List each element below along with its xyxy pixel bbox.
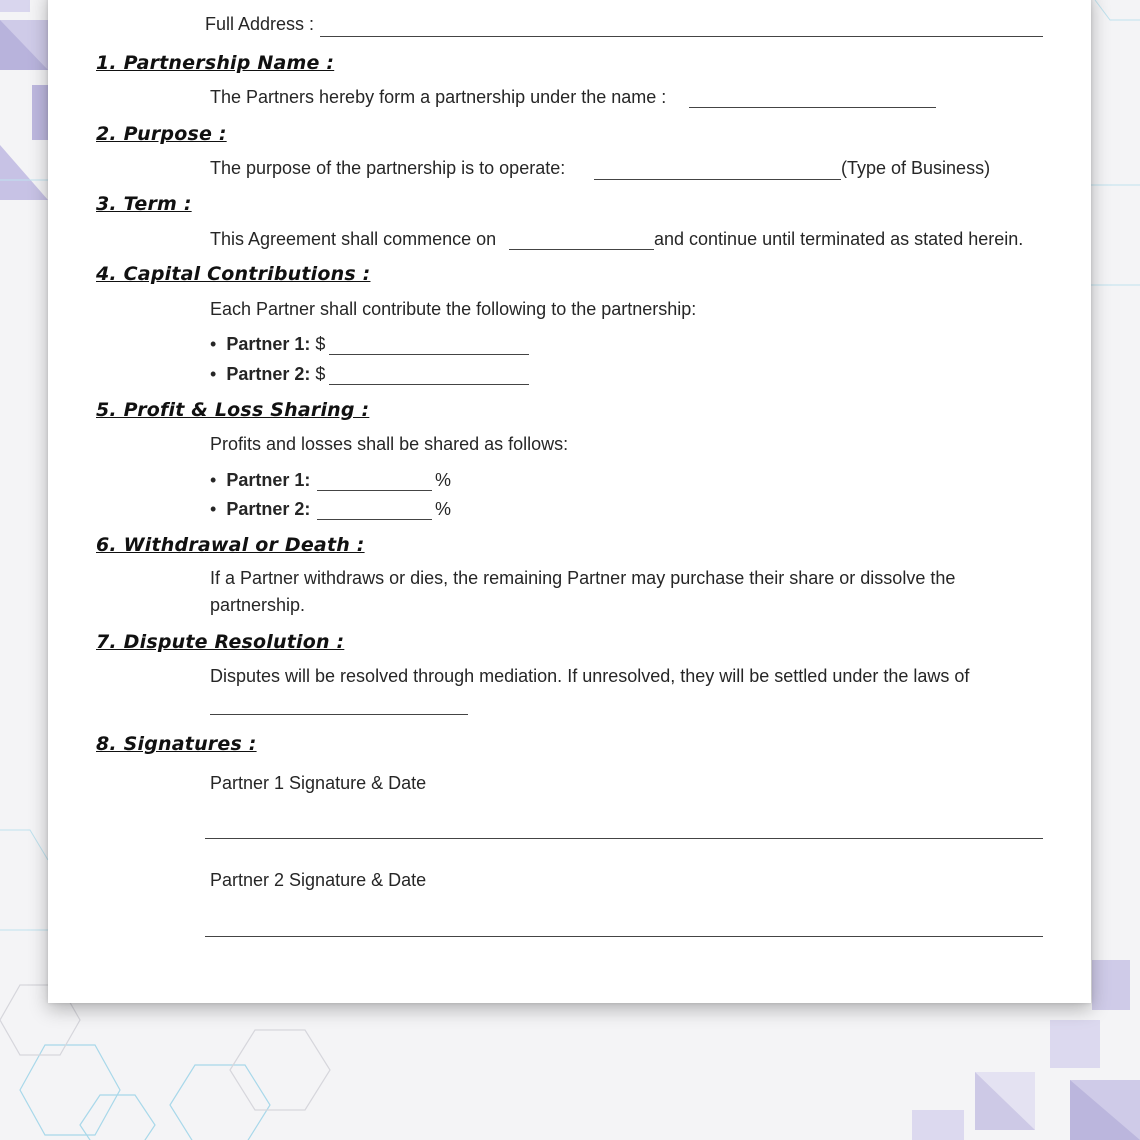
list-item: • Partner 2: $ bbox=[210, 364, 326, 384]
partner2-signature-line[interactable] bbox=[205, 936, 1043, 937]
address-input-line[interactable] bbox=[320, 36, 1043, 37]
section-text: The Partners hereby form a partnership under the name : bbox=[210, 87, 667, 107]
section-heading-partnership-name: 1. Partnership Name : bbox=[96, 52, 335, 74]
section-heading-signatures: 8. Signatures : bbox=[96, 733, 257, 755]
list-item: • Partner 2: bbox=[210, 499, 311, 519]
list-item: • Partner 1: bbox=[210, 470, 311, 490]
partner2-contribution-line[interactable] bbox=[329, 384, 529, 385]
section-heading-purpose: 2. Purpose : bbox=[96, 123, 227, 145]
section-heading-term: 3. Term : bbox=[96, 193, 192, 215]
percent-unit: % bbox=[435, 470, 452, 490]
partner-label: Partner 2: bbox=[226, 364, 311, 384]
section-heading-capital-contributions: 4. Capital Contributions : bbox=[96, 263, 371, 285]
signature-label: Partner 2 Signature & Date bbox=[210, 870, 427, 890]
partner2-share-line[interactable] bbox=[317, 519, 432, 520]
section-heading-dispute-resolution: 7. Dispute Resolution : bbox=[96, 631, 345, 653]
jurisdiction-line[interactable] bbox=[210, 714, 468, 715]
list-item: • Partner 1: $ bbox=[210, 334, 326, 354]
section-text: Each Partner shall contribute the following to the partnership: bbox=[210, 299, 697, 319]
partnership-name-line[interactable] bbox=[689, 107, 936, 108]
section-text: The purpose of the partnership is to operate: bbox=[210, 158, 566, 178]
agreement-page bbox=[48, 0, 1091, 1003]
address-label: Full Address : bbox=[205, 14, 315, 34]
partner-label: Partner 1: bbox=[226, 470, 311, 490]
partner1-signature-line[interactable] bbox=[205, 838, 1043, 839]
section-text: If a Partner withdraws or dies, the remaining Partner may purchase their share or dissolve the partnership. bbox=[210, 568, 956, 615]
section-text: Disputes will be resolved through mediation. If unresolved, they will be settled under the laws of bbox=[210, 666, 970, 686]
section-suffix: (Type of Business) bbox=[841, 158, 991, 178]
partner-label: Partner 2: bbox=[226, 499, 311, 519]
section-text: Profits and losses shall be shared as follows: bbox=[210, 434, 569, 454]
currency-unit: $ bbox=[315, 364, 326, 384]
currency-unit: $ bbox=[315, 334, 326, 354]
partner-label: Partner 1: bbox=[226, 334, 311, 354]
partner1-share-line[interactable] bbox=[317, 490, 432, 491]
section-heading-withdrawal: 6. Withdrawal or Death : bbox=[96, 534, 365, 556]
section-text: This Agreement shall commence on bbox=[210, 229, 497, 249]
percent-unit: % bbox=[435, 499, 452, 519]
partner1-contribution-line[interactable] bbox=[329, 354, 529, 355]
commence-date-line[interactable] bbox=[509, 249, 654, 250]
section-suffix: and continue until terminated as stated herein. bbox=[654, 229, 1024, 249]
business-type-line[interactable] bbox=[594, 179, 841, 180]
section-heading-profit-loss: 5. Profit & Loss Sharing : bbox=[96, 399, 370, 421]
signature-label: Partner 1 Signature & Date bbox=[210, 773, 427, 793]
